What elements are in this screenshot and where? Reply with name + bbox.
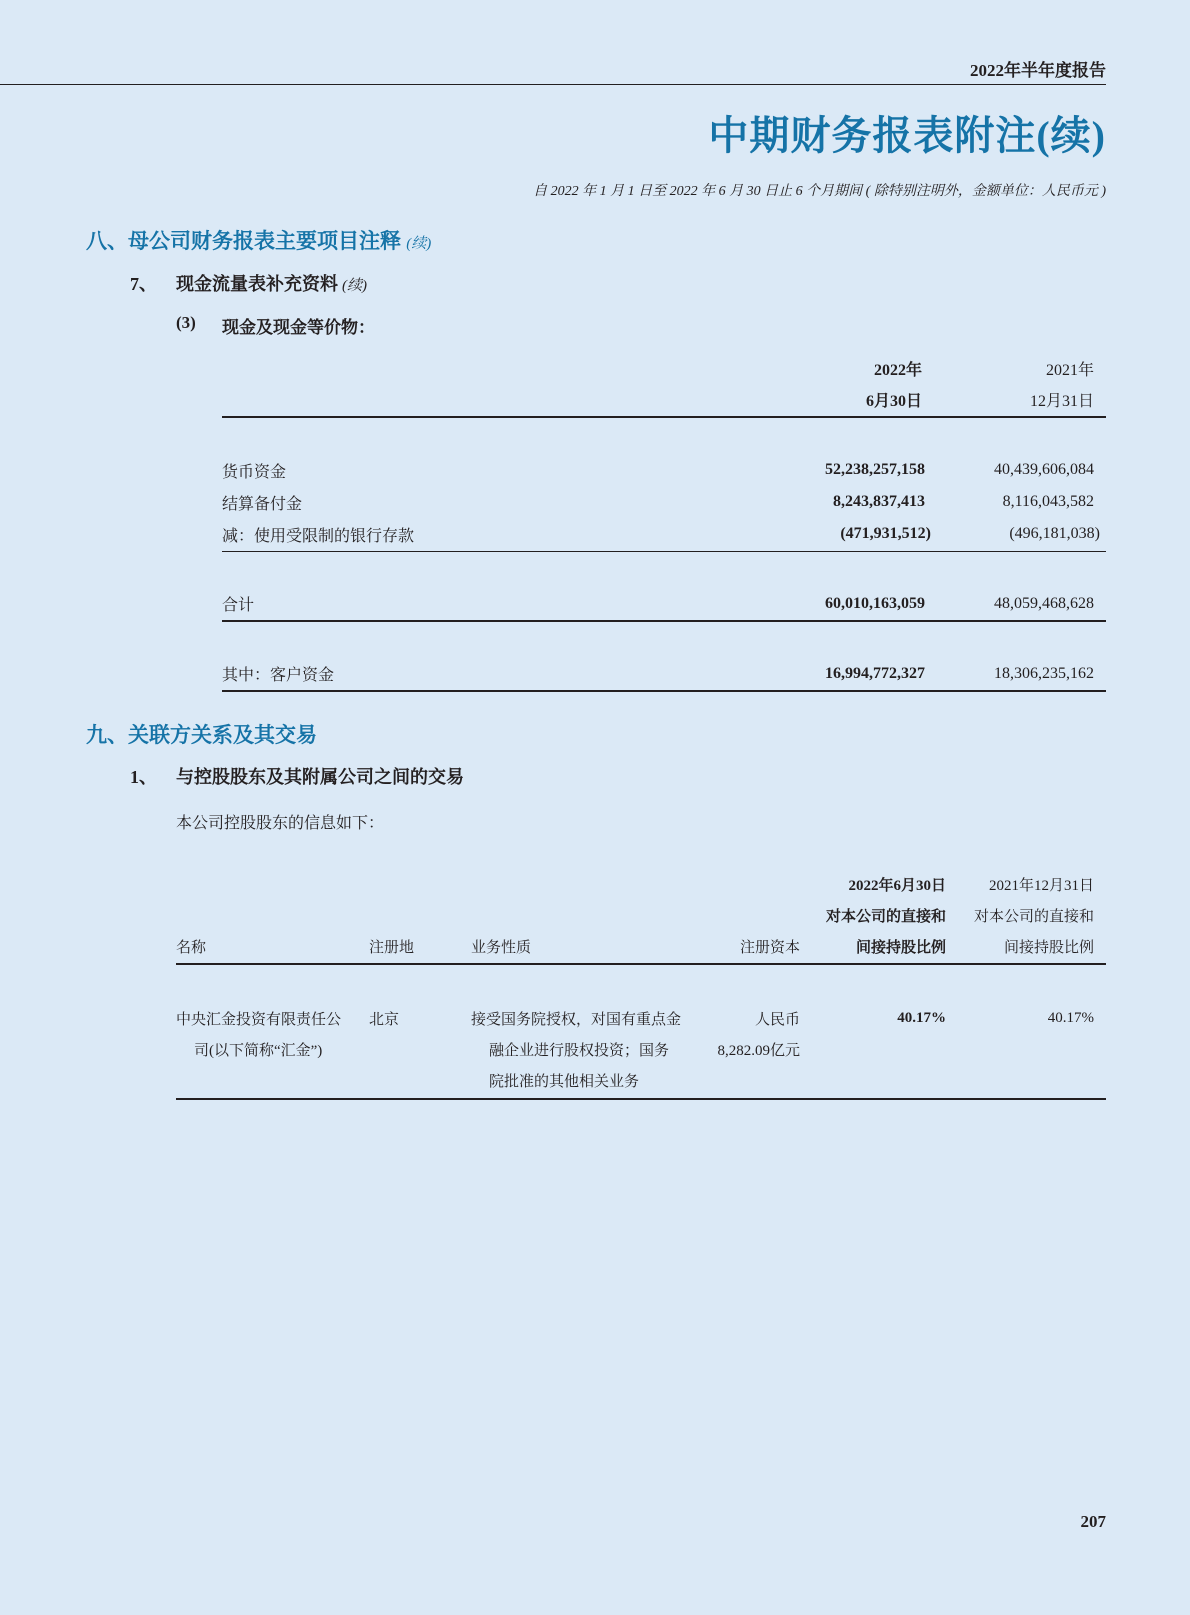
- col-2021-date: 12月31日: [1029, 393, 1094, 410]
- table-bottom-rule: [222, 690, 1106, 692]
- row-name-line2: 司(以下简称“汇金”): [194, 1043, 323, 1059]
- row-client-label: 其中：客户资金: [222, 667, 335, 684]
- table2-bottom-rule: [176, 1098, 1106, 1100]
- col-ratio-2021-line3: 间接持股比例: [1003, 940, 1094, 956]
- table2-header-rule: [176, 963, 1106, 965]
- item-3-title: 现金及现金等价物：: [222, 318, 375, 337]
- header-divider: [0, 84, 1106, 85]
- row-business-line3: 院批准的其他相关业务: [489, 1074, 640, 1090]
- report-title: 2022年半年度报告: [970, 61, 1106, 80]
- row-ratio-2022: 40.17%: [897, 1010, 946, 1026]
- row-business-line1: 接受国务院授权，对国有重点金: [471, 1012, 682, 1028]
- row-settlement-2021: 8,116,043,582: [1002, 493, 1094, 510]
- row-cash-label: 货币资金: [222, 464, 287, 481]
- row-business-line2: 融企业进行股权投资；国务: [489, 1043, 670, 1059]
- page-title: 中期财务报表附注(续): [708, 113, 1106, 158]
- row-settlement-2022: 8,243,837,413: [833, 493, 925, 510]
- col-name: 名称: [176, 940, 207, 956]
- section-8-heading: [86, 225, 431, 255]
- row-restricted-label: 减：使用受限制的银行存款: [222, 528, 415, 545]
- col-business: 业务性质: [471, 940, 532, 956]
- row-settlement-label: 结算备付金: [222, 496, 303, 513]
- page-number: 207: [1080, 1512, 1106, 1531]
- col-ratio-2022-date: 2022年6月30日: [848, 878, 946, 894]
- row-ratio-2021: 40.17%: [1047, 1010, 1094, 1026]
- subsection-1-title: 与控股股东及其附属公司之间的交易: [176, 767, 464, 787]
- subsection-7-number: 7、: [130, 274, 157, 294]
- subtotal-rule: [222, 551, 1106, 552]
- item-3-number: (3): [176, 313, 196, 332]
- subsection-7-heading: [176, 270, 367, 296]
- col-ratio-2022-line2: 对本公司的直接和: [825, 909, 946, 925]
- col-capital: 注册资本: [739, 940, 800, 956]
- total-rule: [222, 620, 1106, 622]
- section-8-cont: (续): [406, 236, 432, 252]
- section-8-title: 八、母公司财务报表主要项目注释: [86, 229, 401, 253]
- col-ratio-2021-date: 2021年12月31日: [988, 878, 1094, 894]
- row-name-line1: 中央汇金投资有限责任公: [176, 1012, 342, 1028]
- subsection-7-cont: (续): [342, 278, 367, 294]
- row-client-2021: 18,306,235,162: [994, 665, 1094, 682]
- row-total-label: 合计: [222, 597, 255, 614]
- row-capital-line2: 8,282.09亿元: [717, 1043, 800, 1059]
- col-ratio-2022-line3: 间接持股比例: [855, 940, 946, 956]
- section-9-heading: 九、关联方关系及其交易: [86, 723, 317, 747]
- intro-text: 本公司控股股东的信息如下：: [176, 815, 385, 832]
- period-note: 自 2022 年 1 月 1 日至 2022 年 6 月 30 日止 6 个月期间 ( 除特别注明外，金额单位：人民币元 ): [533, 184, 1106, 199]
- subsection-7-title: 现金流量表补充资料: [176, 274, 338, 294]
- row-cash-2022: 52,238,257,158: [825, 461, 925, 478]
- col-ratio-2021-line2: 对本公司的直接和: [973, 909, 1094, 925]
- col-place: 注册地: [369, 940, 415, 956]
- row-total-2022: 60,010,163,059: [825, 595, 925, 612]
- row-restricted-2022: (471,931,512): [840, 525, 931, 542]
- row-capital-line1: 人民币: [754, 1012, 800, 1028]
- table-header-rule: [222, 416, 1106, 418]
- row-client-2022: 16,994,772,327: [825, 665, 925, 682]
- row-restricted-2021: (496,181,038): [1009, 525, 1100, 542]
- col-2021-year: 2021年: [1045, 362, 1094, 379]
- row-place: 北京: [369, 1012, 400, 1028]
- col-2022-date: 6月30日: [865, 393, 922, 410]
- row-total-2021: 48,059,468,628: [994, 595, 1094, 612]
- subsection-1-number: 1、: [130, 767, 157, 787]
- row-cash-2021: 40,439,606,084: [994, 461, 1094, 478]
- col-2022-year: 2022年: [873, 362, 922, 379]
